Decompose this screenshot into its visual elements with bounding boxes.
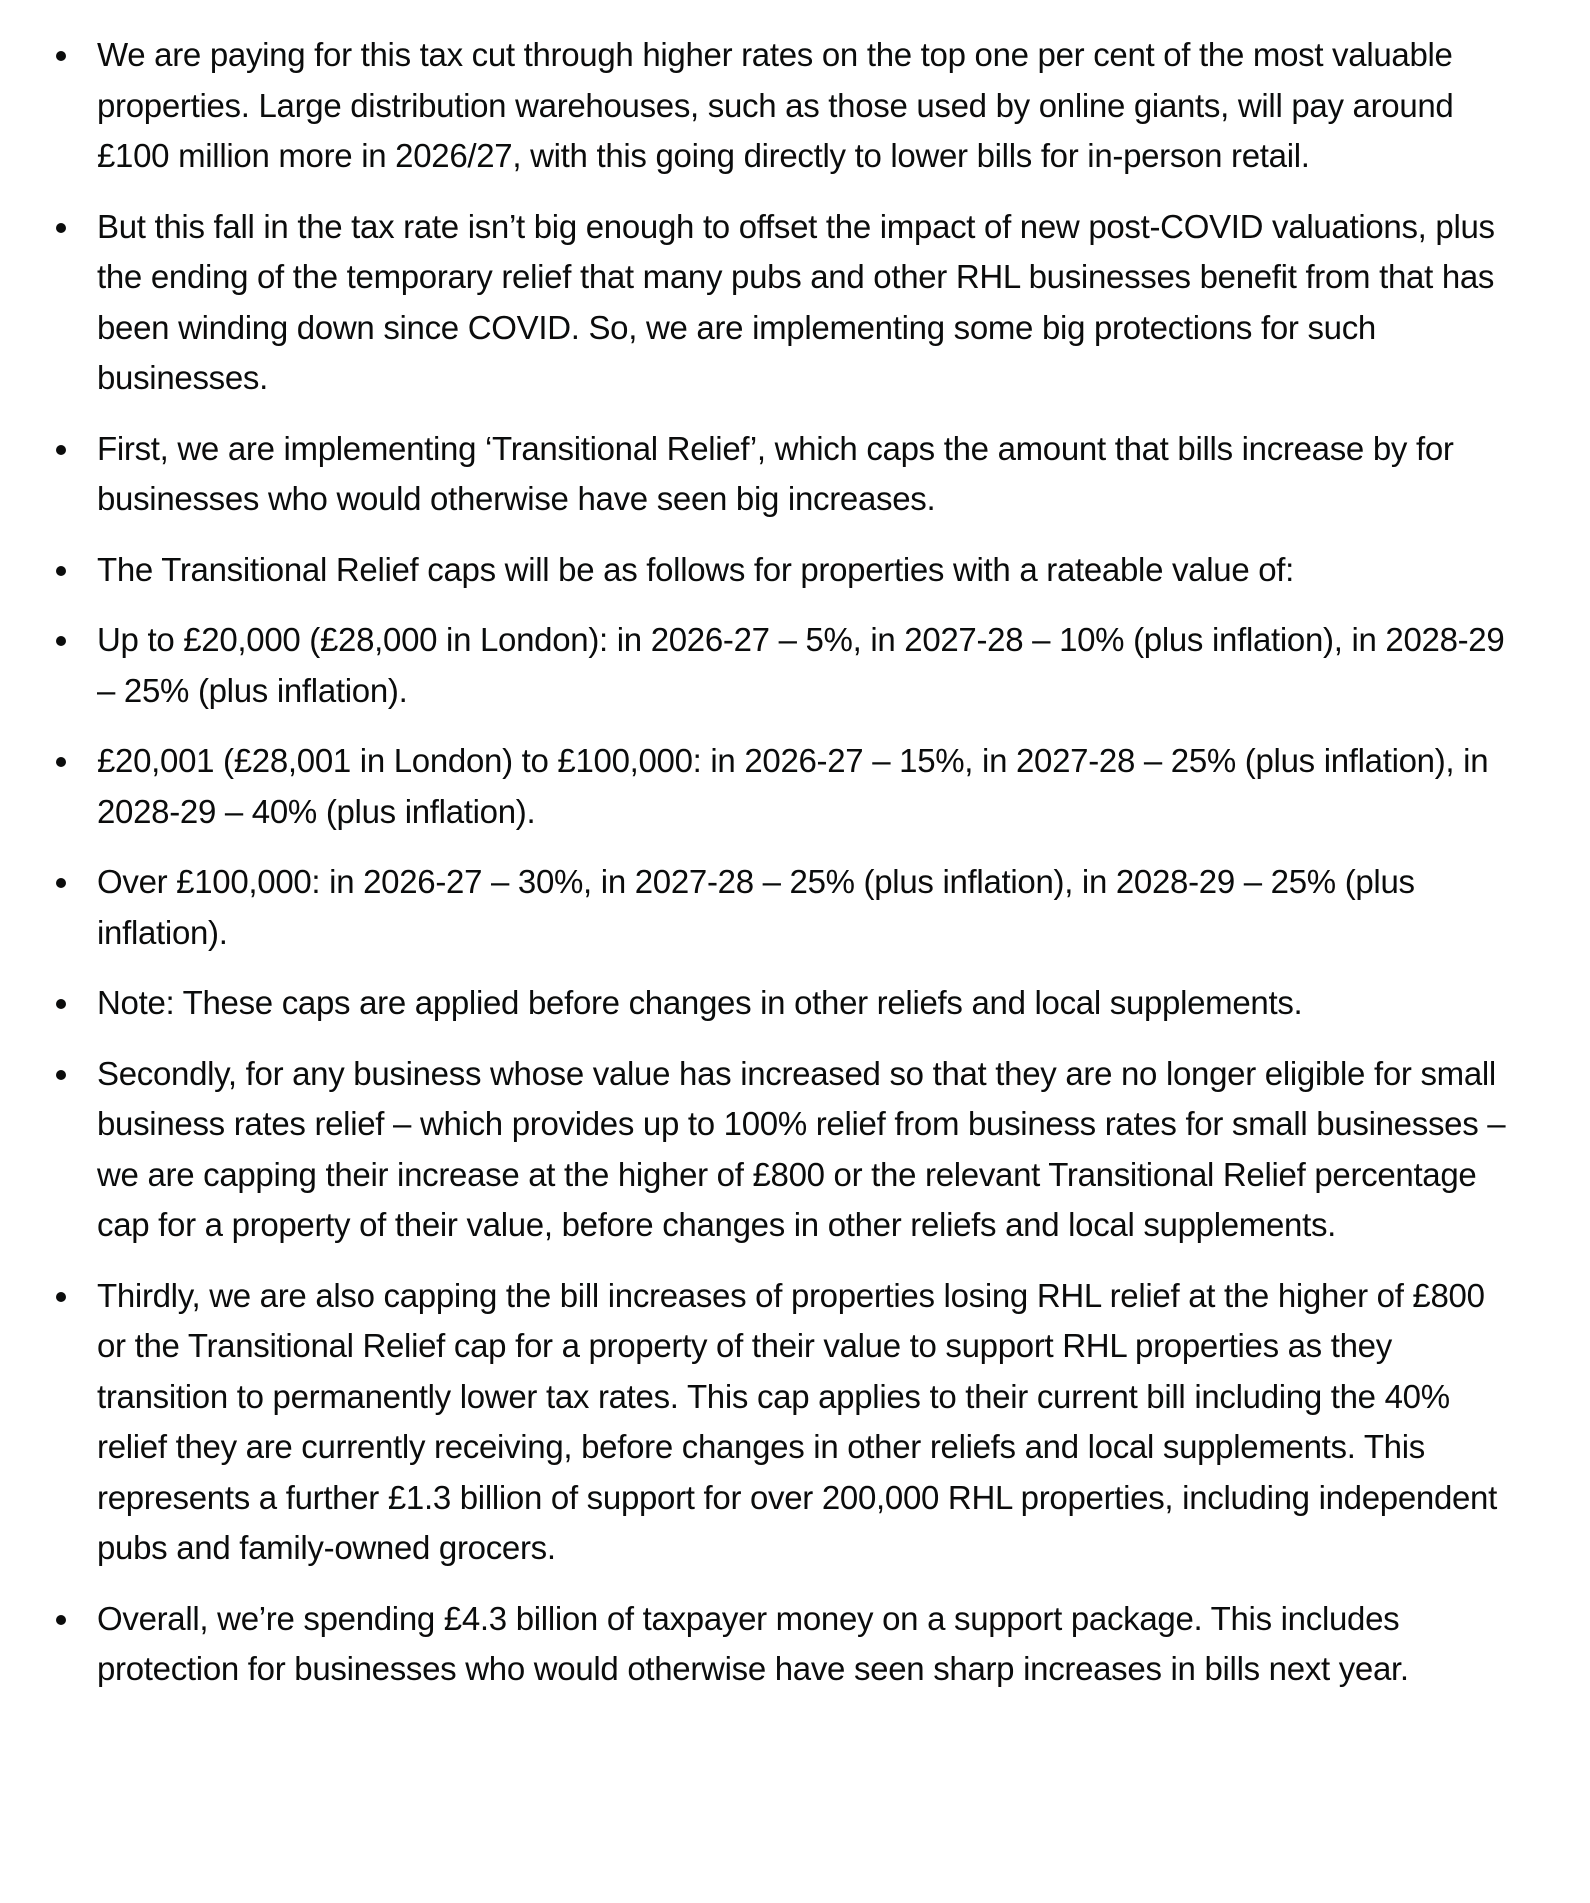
bullet-item-cap-20001-to-100000 [97, 736, 1517, 837]
bullet-text: We are paying for this tax cut through higher rates on the top one per cent of the most valuable properties. Large distribution warehouses, such as those used by online giants, will pay around £100 million more in 2026/27, with this going directly to lower bills for in-person retail. [97, 36, 1454, 174]
bullet-item-rhl-relief-cap [97, 1271, 1517, 1574]
bullet-text: Note: These caps are applied before changes in other reliefs and local supplements. [97, 984, 1303, 1021]
bullet-icon [56, 878, 66, 888]
bullet-text: But this fall in the tax rate isn’t big enough to offset the impact of new post-COVID valuations, plus the ending of the temporary relief that many pubs and other RHL businesses benefit from that has been winding down since COVID. So, we are implementing some big protections for such businesses. [97, 207, 1495, 396]
bullet-text: Over £100,000: in 2026-27 – 30%, in 2027-28 – 25% (plus inflation), in 2028-29 – 25% (plus inflation). [97, 863, 1415, 951]
bullet-item-overall-spending [97, 1594, 1517, 1695]
bullet-icon [56, 1070, 66, 1080]
bullet-text: Thirdly, we are also capping the bill increases of properties losing RHL relief at the higher of £800 or the Transitional Relief cap for a property of their value to support RHL properties as they transition to permanently lower tax rates. This cap applies to their current bill including the 40% relief they are currently receiving, before changes in other reliefs and local supplements. This represents a further £1.3 billion of support for over 200,000 RHL properties, including independent pubs and family-owned grocers. [97, 1276, 1497, 1566]
bullet-text: The Transitional Relief caps will be as follows for properties with a rateable value of: [97, 550, 1295, 588]
bullet-text: Secondly, for any business whose value has increased so that they are no longer eligible for small business rates relief – which provides up to 100% relief from business rates for small businesses – we are capping their increase at the higher of £800 or the relevant Transitional Relief percentage cap for a property of their value, before changes in other reliefs and local supplements. [97, 1054, 1506, 1243]
bullet-text: First, we are implementing ‘Transitional Relief’, which caps the amount that bills increase by for businesses who would otherwise have seen big increases. [97, 429, 1454, 517]
bullet-icon [56, 1292, 66, 1302]
bullet-item-cap-up-to-20000 [97, 615, 1517, 716]
bullet-icon [56, 566, 66, 576]
bullet-icon [56, 1615, 66, 1625]
bullet-icon [56, 636, 66, 646]
bullet-item-transitional-relief [97, 424, 1517, 525]
bullet-icon [56, 223, 66, 233]
bullet-icon [56, 445, 66, 455]
bullet-item-caps-note [97, 978, 1517, 1029]
bullet-item-tax-rate-fall [97, 202, 1517, 404]
bullet-icon [56, 999, 66, 1009]
bullet-list [0, 30, 1517, 1695]
bullet-text: £20,001 (£28,001 in London) to £100,000: in 2026-27 – 15%, in 2027-28 – 25% (plus inflation), in 2028-29 – 40% (plus inflation). [97, 742, 1489, 830]
bullet-item-caps-intro [97, 545, 1517, 596]
bullet-item-cap-over-100000 [97, 857, 1517, 958]
bullet-text: Overall, we’re spending £4.3 billion of taxpayer money on a support package. This includes protection for businesses who would otherwise have seen sharp increases in bills next year. [97, 1599, 1409, 1687]
bullet-item-small-business-cap [97, 1049, 1517, 1251]
bullet-item-tax-cut-funding [97, 30, 1517, 182]
bullet-icon [56, 757, 66, 767]
bullet-text: Up to £20,000 (£28,000 in London): in 2026-27 – 5%, in 2027-28 – 10% (plus inflation), in 2028-29 – 25% (plus inflation). [97, 621, 1505, 709]
bullet-icon [56, 51, 66, 61]
